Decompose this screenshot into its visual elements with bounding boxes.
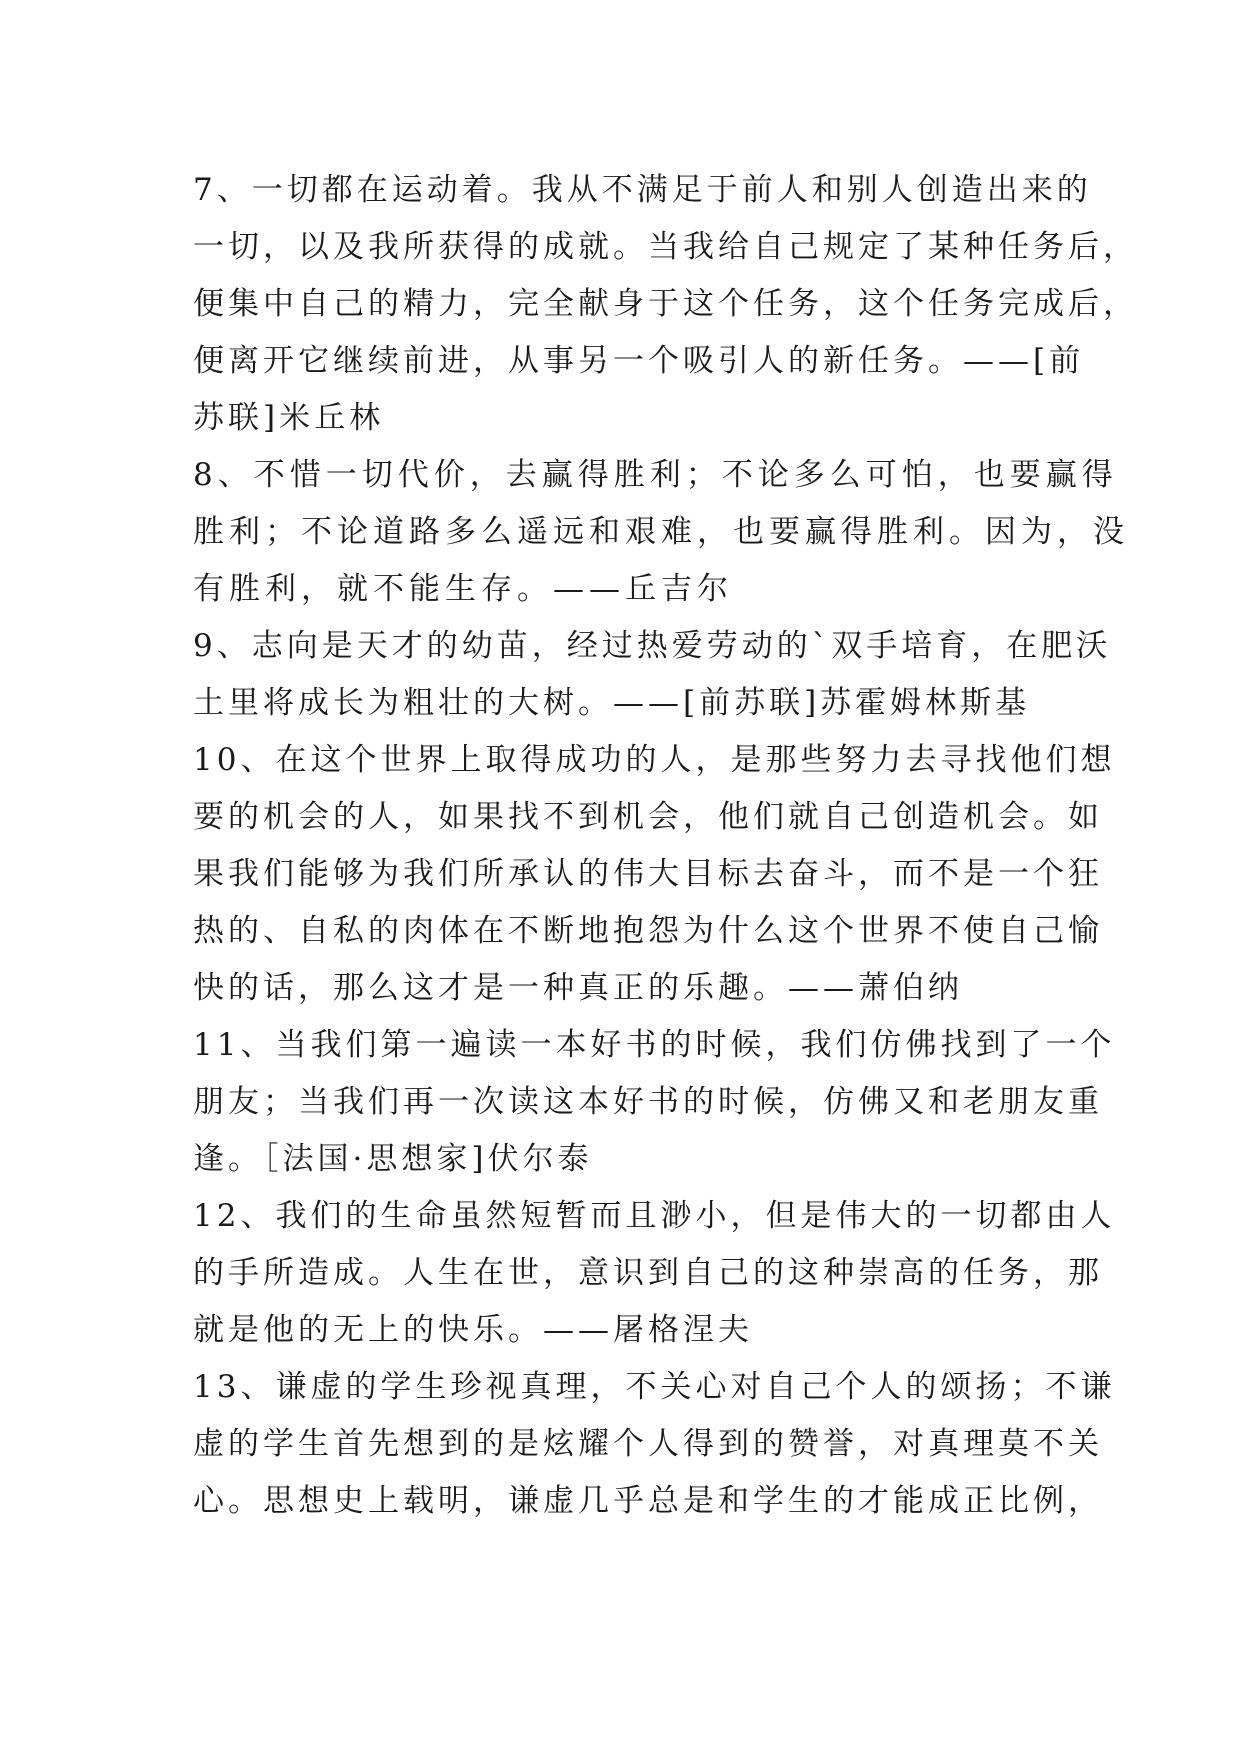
- text-line: 有胜利，就不能生存。——丘吉尔: [193, 571, 733, 607]
- text-line: 的手所造成。人生在世，意识到自己的这种崇高的任务，那: [193, 1255, 1103, 1291]
- text-line: 心。思想史上载明，谦虚几乎总是和学生的才能成正比例，: [193, 1483, 1103, 1519]
- body-text: [193, 162, 1138, 1530]
- text-line: 胜利；不论道路多么遥远和艰难，也要赢得胜利。因为，没: [193, 514, 1129, 550]
- text-line: 朋友；当我们再一次读这本好书的时候，仿佛又和老朋友重: [193, 1084, 1103, 1120]
- text-line: 12、我们的生命虽然短暂而且渺小，但是伟大的一切都由人: [193, 1198, 1116, 1234]
- text-line: 便离开它继续前进，从事另一个吸引人的新任务。——[前: [193, 343, 1085, 379]
- text-line: 就是他的无上的快乐。——屠格涅夫: [193, 1312, 753, 1348]
- text-line: 逢。［法国·思想家]伏尔泰: [193, 1141, 593, 1177]
- text-line: 8、不惜一切代价，去赢得胜利；不论多么可怕，也要赢得: [193, 457, 1118, 493]
- text-line: 要的机会的人，如果找不到机会，他们就自己创造机会。如: [193, 799, 1103, 835]
- text-line: 热的、自私的肉体在不断地抱怨为什么这个世界不使自己愉: [193, 913, 1103, 949]
- text-line: 10、在这个世界上取得成功的人，是那些努力去寻找他们想: [193, 742, 1116, 778]
- text-line: 虚的学生首先想到的是炫耀个人得到的赞誉，对真理莫不关: [193, 1426, 1103, 1462]
- text-line: 快的话，那么这才是一种真正的乐趣。——萧伯纳: [193, 970, 963, 1006]
- text-line: 9、志向是天才的幼苗，经过热爱劳动的`双手培育，在肥沃: [193, 628, 1112, 664]
- text-line: 果我们能够为我们所承认的伟大目标去奋斗，而不是一个狂: [193, 856, 1103, 892]
- text-line: 7、一切都在运动着。我从不满足于前人和别人创造出来的: [193, 172, 1092, 208]
- text-line: 一切，以及我所获得的成就。当我给自己规定了某种任务后，: [193, 229, 1138, 265]
- text-line: 苏联]米丘林: [193, 400, 385, 436]
- text-line: 土里将成长为粗壮的大树。——[前苏联]苏霍姆林斯基: [193, 685, 1031, 721]
- text-line: 便集中自己的精力，完全献身于这个任务，这个任务完成后，: [193, 286, 1138, 322]
- text-line: 11、当我们第一遍读一本好书的时候，我们仿佛找到了一个: [193, 1027, 1116, 1063]
- text-line: 13、谦虚的学生珍视真理，不关心对自己个人的颂扬；不谦: [193, 1369, 1116, 1405]
